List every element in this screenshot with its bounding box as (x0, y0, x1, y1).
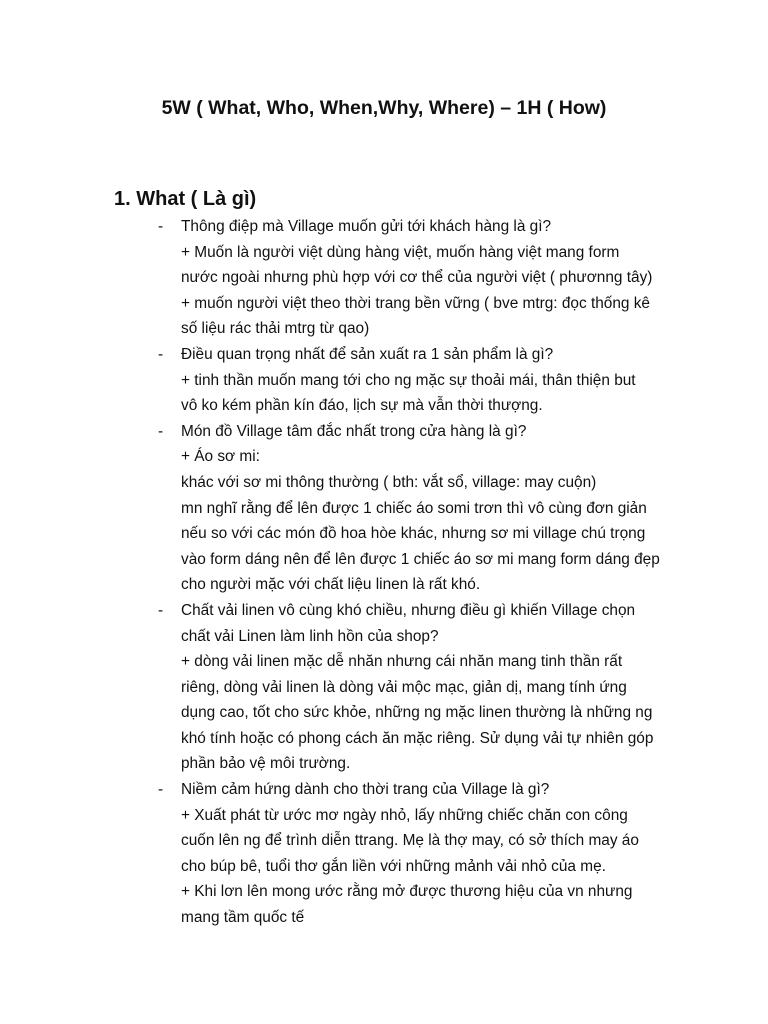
question-item (155, 777, 715, 931)
answer-text-line: nước ngoài nhưng phù hợp với cơ thể của người việt ( phươnng tây) (181, 269, 653, 287)
question-text: Chất vải linen vô cùng khó chiều, nhưng điều gì khiến Village chọn (181, 601, 636, 619)
answer-text-line: vào form dáng nên để lên được 1 chiếc áo sơ mi mang form dáng đẹp (181, 550, 660, 568)
answer-text-line: nếu so với các món đồ hoa hòe khác, nhưng sơ mi village chú trọng (181, 525, 646, 543)
list-bullet: - (158, 422, 164, 440)
list-bullet: - (158, 781, 164, 799)
answer-text-line: + dòng vải linen mặc dễ nhăn nhưng cái nhăn mang tinh thần rất (181, 653, 623, 671)
answer-text-line: mang tầm quốc tế (181, 909, 305, 927)
answer-text-line: khó tính hoặc có phong cách ăn mặc riêng. Sử dụng vải tự nhiên góp (181, 729, 654, 747)
question-text: Thông điệp mà Village muốn gửi tới khách hàng là gì? (181, 218, 552, 235)
answer-text-line: cho búp bê, tuổi thơ gắn liền với những mảnh vải nhỏ của mẹ. (181, 857, 606, 875)
question-text: Niềm cảm hứng dành cho thời trang của Village là gì? (181, 781, 550, 799)
document-title: 5W ( What, Who, When,Why, Where) – 1H ( How) (161, 97, 607, 119)
section-heading-what: 1. What ( Là gì) (114, 188, 257, 210)
answer-text-line: phần bảo vệ môi trường. (181, 755, 351, 773)
answer-text-line: + Muốn là người việt dùng hàng việt, muốn hàng việt mang form (181, 243, 620, 261)
answer-text-line: + Khi lơn lên mong ước rằng mở được thương hiệu của vn nhưng (181, 883, 633, 901)
answer-text-line: chất vải Linen làm linh hồn của shop? (181, 627, 439, 645)
list-bullet: - (158, 345, 164, 363)
list-bullet: - (158, 218, 164, 235)
answer-text-line: dụng cao, tốt cho sức khỏe, những ng mặc linen thường là những ng (181, 704, 653, 722)
answer-text-line: khác với sơ mi thông thường ( bth: vắt sổ, village: may cuộn) (181, 473, 597, 491)
question-item (155, 598, 715, 777)
question-text: Món đồ Village tâm đắc nhất trong cửa hàng là gì? (181, 422, 527, 440)
answer-text-line: cuốn lên ng để trình diễn ttrang. Mẹ là thợ may, có sở thích may áo (181, 832, 639, 850)
question-item (155, 214, 715, 342)
question-item (155, 419, 715, 598)
answer-text-line: số liệu rác thải mtrg từ qao) (181, 320, 370, 338)
answer-text-line: + tinh thần muốn mang tới cho ng mặc sự thoải mái, thân thiện but (181, 371, 636, 389)
answer-text-line: cho người mặc với chất liệu linen là rất khó. (181, 576, 481, 594)
question-text: Điều quan trọng nhất để sản xuất ra 1 sản phẩm là gì? (181, 345, 554, 363)
answer-text-line: mn nghĩ rằng để lên được 1 chiếc áo somi trơn thì vô cùng đơn giản (181, 499, 647, 517)
answer-text-line: + Áo sơ mi: (181, 448, 260, 466)
answer-text-line: + muốn người việt theo thời trang bền vững ( bve mtrg: đọc thống kê (181, 294, 650, 312)
answer-text-line: + Xuất phát từ ước mơ ngày nhỏ, lấy những chiếc chăn con công (181, 806, 628, 824)
question-item (155, 342, 715, 419)
answer-text-line: riêng, dòng vải linen là dòng vải mộc mạc, giản dị, mang tính ứng (181, 678, 627, 696)
list-bullet: - (158, 601, 164, 619)
question-list (155, 214, 715, 931)
answer-text-line: vô ko kém phần kín đáo, lịch sự mà vẫn thời thượng. (181, 397, 543, 415)
